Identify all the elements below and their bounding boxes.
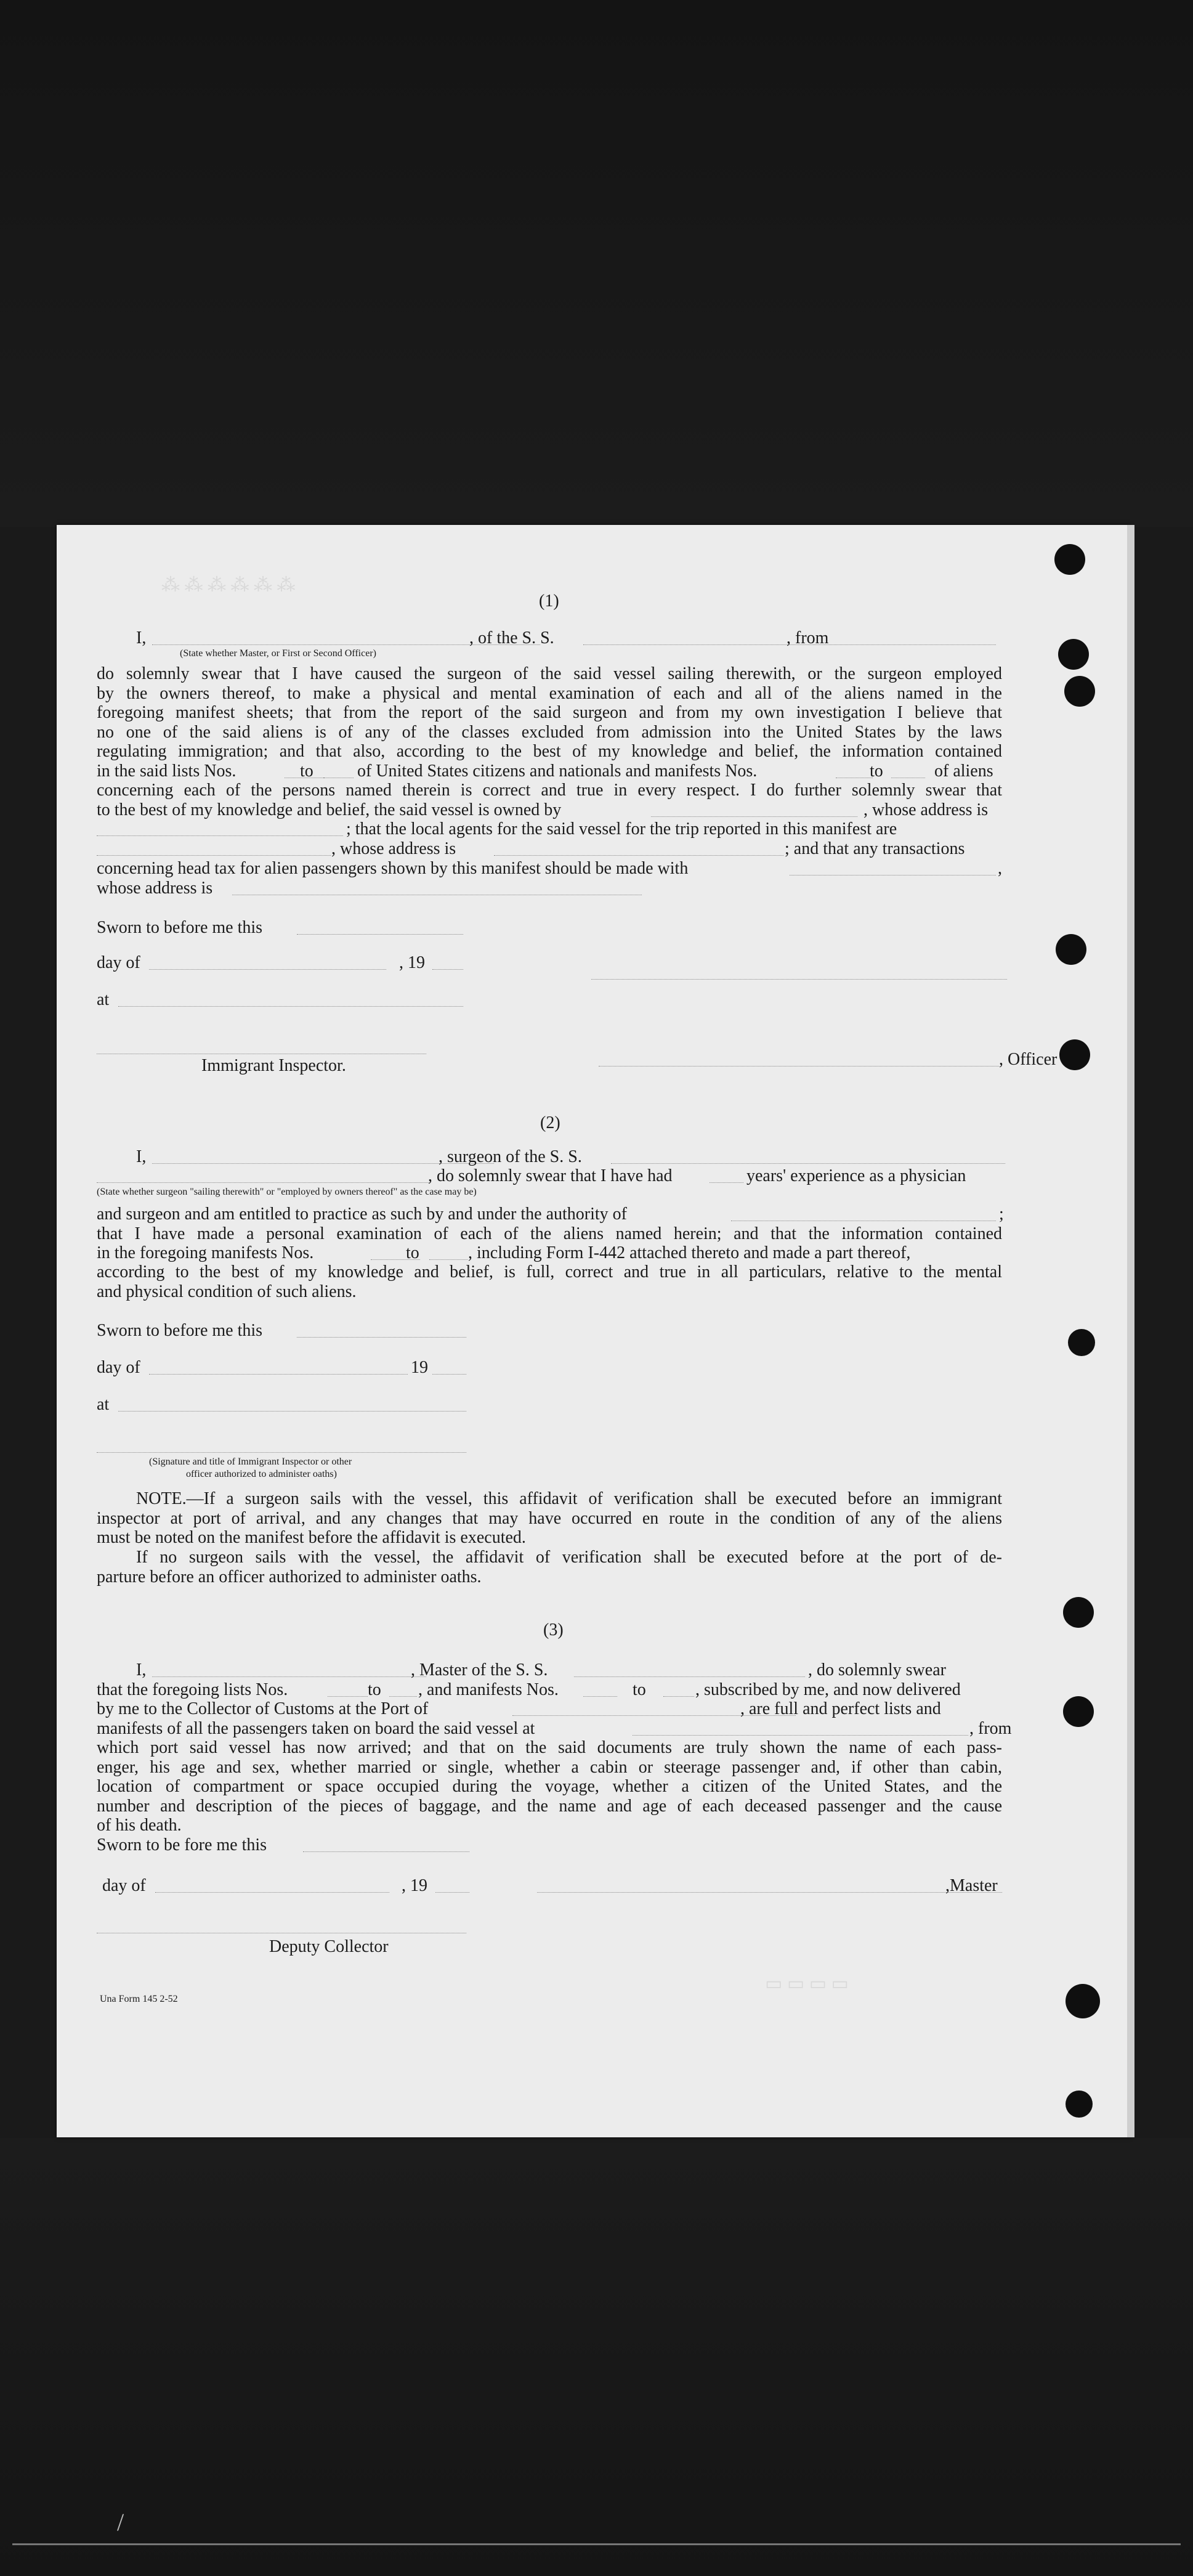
- s2-body-line: that I have made a personal examination of each of the aliens named herein; and that the information contained: [97, 1224, 1002, 1243]
- section-3-number: (3): [543, 1620, 564, 1639]
- s3-body-line: which port said vessel has now arrived; and that on the said documents are truly shown the name of each pass-: [97, 1738, 1002, 1757]
- s3-body-line: of his death.: [97, 1816, 182, 1835]
- s2-note2-line: If no surgeon sails with the vessel, the affidavit of verification shall be executed before at the port of de-: [136, 1548, 1002, 1567]
- s1-ss-label: , of the S. S.: [469, 628, 554, 648]
- s1-owner-address-blank: [97, 835, 343, 836]
- binder-hole: [1056, 934, 1086, 965]
- s3-body-line: location of compartment or space occupied during the voyage, whether a citizen of the United States, and the: [97, 1777, 1002, 1796]
- s2-day-label: day of: [97, 1358, 140, 1377]
- s2-year-label: 19: [411, 1358, 428, 1377]
- s3-name-blank: [152, 1676, 426, 1677]
- s2-manifest-to-blank: [429, 1259, 467, 1260]
- s3-master-sign-blank: [537, 1892, 1002, 1893]
- page-edge: [1127, 525, 1134, 2137]
- s2-note-line: must be noted on the manifest before the affidavit is executed.: [97, 1528, 526, 1547]
- s3-day-blank: [155, 1892, 389, 1893]
- s1-agents-address-label: , whose address is: [331, 839, 456, 858]
- s1-day-label: day of: [97, 953, 140, 972]
- s1-day-blank: [149, 969, 386, 970]
- document-page: [57, 525, 1130, 2137]
- s2-surgeon-label: , surgeon of the S. S.: [439, 1147, 582, 1166]
- s3-delivered-label: , subscribed by me, and now delivered: [695, 1680, 961, 1699]
- s2-note-line: inspector at port of arrival, and any changes that may have occurred en route in the condition of any of the aliens: [97, 1508, 1002, 1528]
- s1-from-label: , from: [787, 628, 829, 648]
- binder-hole: [1066, 2090, 1093, 2118]
- s2-note2-line: parture before an officer authorized to administer oaths.: [97, 1567, 482, 1587]
- binder-hole: [1066, 1984, 1100, 2018]
- s3-year-blank: [435, 1892, 469, 1893]
- form-number: Una Form 145 2-52: [100, 1994, 178, 2004]
- s1-officer-blank: [599, 1066, 999, 1067]
- s3-lists-from-blank: [328, 1696, 368, 1697]
- s2-note-line: NOTE.—If a surgeon sails with the vessel, this affidavit of verification shall be executed before an immigrant: [136, 1489, 1002, 1508]
- s2-years-label: years' experience as a physician: [746, 1166, 966, 1185]
- s1-owner-blank: [651, 816, 857, 817]
- s1-inspector-label: Immigrant Inspector.: [201, 1056, 346, 1075]
- s1-sworn-label: Sworn to before me this: [97, 918, 263, 937]
- s2-body-line: according to the best of my knowledge and belief, is full, correct and true in all particulars, relative to the mental: [97, 1262, 1002, 1282]
- s1-i-label: I,: [136, 628, 147, 648]
- s1-to-label: to: [300, 762, 313, 781]
- s3-lists-label: that the foregoing lists Nos.: [97, 1680, 288, 1699]
- s3-to-label: to: [368, 1680, 381, 1699]
- s2-body-2: [97, 1262, 1002, 1301]
- binder-hole: [1059, 1039, 1090, 1070]
- s1-citizens-label: of United States citizens and nationals and manifests Nos.: [357, 762, 758, 781]
- s2-manifests-label: in the foregoing manifests Nos.: [97, 1243, 314, 1262]
- s3-body: [97, 1738, 1002, 1835]
- s1-year-blank: [432, 969, 463, 970]
- s1-headtax-label: concerning head tax for alien passengers shown by this manifest should be made with: [97, 859, 689, 878]
- s2-status-blank: [97, 1182, 429, 1183]
- s1-lists-label: in the said lists Nos.: [97, 762, 237, 781]
- binder-hole: [1064, 676, 1095, 707]
- scan-background-bottom: [0, 2138, 1193, 2576]
- s3-i-label: I,: [136, 1660, 147, 1680]
- s3-board-blank: [633, 1735, 968, 1736]
- scan-background-top: [0, 0, 1193, 527]
- s2-day-blank: [149, 1374, 408, 1375]
- s2-body: [97, 1224, 1002, 1244]
- s1-officer-sign-blank: [591, 979, 1007, 980]
- s2-sworn-blank: [297, 1337, 466, 1338]
- s1-caption: (State whether Master, or First or Second Officer): [180, 648, 376, 659]
- scan-mark: /: [117, 2508, 124, 2536]
- s1-body-line: no one of the said aliens is of any of the classes excluded from admission into the United States by the laws: [97, 722, 1002, 742]
- s1-comma: ,: [998, 859, 1002, 878]
- s1-body-line: concerning each of the persons named therein is correct and true in every respect. I do further solemnly swear that: [97, 781, 1002, 800]
- s1-owned-label: to the best of my knowledge and belief, the said vessel is owned by: [97, 800, 562, 819]
- bleed-through-text: ⁂ ⁂ ⁂ ⁂ ⁂ ⁂: [161, 575, 296, 595]
- binder-hole: [1068, 1329, 1095, 1356]
- s2-at-label: at: [97, 1395, 110, 1414]
- s3-from-label: , from: [969, 1719, 1012, 1738]
- s1-sworn-blank: [297, 934, 463, 935]
- s1-transactions-label: ; and that any transactions: [785, 839, 965, 858]
- s1-body-line: by the owners thereof, to make a physical and mental examination of each and all of the aliens named in the: [97, 683, 1002, 703]
- s2-vessel-blank: [611, 1163, 1005, 1164]
- s2-years-blank: [710, 1182, 743, 1183]
- s3-master-sign-label: ,Master: [945, 1876, 998, 1895]
- s3-day-label: day of: [102, 1876, 146, 1895]
- s1-to2-label: to: [870, 762, 883, 781]
- s2-signature-blank: [97, 1452, 466, 1453]
- s3-port-label: by me to the Collector of Customs at the Port of: [97, 1699, 429, 1718]
- s3-sworn-label: Sworn to be fore me this: [97, 1835, 267, 1855]
- s2-sig-caption-2: officer authorized to administer oaths): [186, 1469, 337, 1479]
- s2-at-blank: [118, 1411, 466, 1412]
- s1-aliens-label: of aliens: [934, 762, 993, 781]
- s3-swear-label: , do solemnly swear: [808, 1660, 946, 1680]
- s3-lists-to-blank: [389, 1696, 417, 1697]
- s2-swear-label: , do solemnly swear that I have had: [428, 1166, 673, 1185]
- s1-at-blank: [118, 1006, 463, 1007]
- binder-hole: [1058, 639, 1089, 670]
- s3-manifest-from-blank: [583, 1696, 617, 1697]
- binder-hole: [1063, 1696, 1094, 1727]
- s1-body-line: foregoing manifest sheets; that from the report of the said surgeon and from my own investigation I believe that: [97, 703, 1002, 722]
- s3-board-label: manifests of all the passengers taken on board the said vessel at: [97, 1719, 535, 1738]
- s2-semicolon: ;: [999, 1205, 1004, 1224]
- s1-year-label: , 19: [399, 953, 425, 972]
- s3-manifests-label: , and manifests Nos.: [418, 1680, 559, 1699]
- s2-caption: (State whether surgeon "sailing therewith" or "employed by owners thereof" as the case may be): [97, 1187, 477, 1197]
- s2-note: [97, 1489, 1002, 1548]
- s1-address-label: , whose address is: [863, 800, 989, 819]
- s3-manifest-to-blank: [663, 1696, 694, 1697]
- s2-body-line: and physical condition of such aliens.: [97, 1282, 357, 1301]
- s2-i-label: I,: [136, 1147, 147, 1166]
- s2-year-blank: [432, 1374, 466, 1375]
- bleed-through-text: ▭ ▭ ▭ ▭: [765, 1973, 849, 1994]
- s1-body-line: do solemnly swear that I have caused the surgeon of the said vessel sailing therewith, or the surgeon employed: [97, 664, 1002, 683]
- s1-from-blank: [839, 644, 996, 645]
- s1-agents-address-blank: [494, 855, 783, 856]
- s1-agents-label: ; that the local agents for the said vessel for the trip reported in this manifest are: [346, 819, 897, 839]
- s3-lists-full-label: , are full and perfect lists and: [740, 1699, 941, 1718]
- s3-body-line: number and description of the pieces of baggage, and the name and age of each deceased passenger and the cause: [97, 1796, 1002, 1816]
- s1-officer-label: , Officer: [999, 1050, 1058, 1069]
- s2-to-label: to: [406, 1243, 419, 1262]
- s1-body-line: regulating immigration; and that also, according to the best of my knowledge and belief, the information contained: [97, 742, 1002, 761]
- s3-collector-label: Deputy Collector: [269, 1937, 389, 1956]
- section-1-number: (1): [539, 591, 559, 611]
- s3-sworn-blank: [303, 1851, 469, 1852]
- s1-at-label: at: [97, 990, 110, 1009]
- s1-whose-address-label: whose address is: [97, 879, 213, 898]
- s3-to2-label: to: [633, 1680, 646, 1699]
- binder-hole: [1054, 544, 1085, 575]
- s3-vessel-blank: [574, 1676, 805, 1677]
- s1-agents-blank: [97, 855, 331, 856]
- s3-master-label: , Master of the S. S.: [411, 1660, 548, 1680]
- s1-body-2: [97, 781, 1002, 800]
- s2-sworn-label: Sworn to before me this: [97, 1321, 263, 1340]
- s2-note-2: [97, 1548, 1002, 1587]
- s3-body-line: enger, his age and sex, whether married or single, whether a cabin or steerage passenger and, if other than cabin,: [97, 1757, 1002, 1777]
- s1-headtax-blank: [790, 875, 996, 876]
- s3-year-label: , 19: [402, 1876, 427, 1895]
- scan-border-line: [12, 2543, 1181, 2545]
- s2-authority-label: and surgeon and am entitled to practice as such by and under the authority of: [97, 1205, 627, 1224]
- s2-sig-caption-1: (Signature and title of Immigrant Inspector or other: [149, 1457, 352, 1467]
- s2-form-label: , including Form I-442 attached thereto and made a part thereof,: [468, 1243, 911, 1262]
- section-2-number: (2): [540, 1113, 560, 1132]
- s1-body: [97, 664, 1002, 762]
- binder-hole: [1063, 1597, 1094, 1628]
